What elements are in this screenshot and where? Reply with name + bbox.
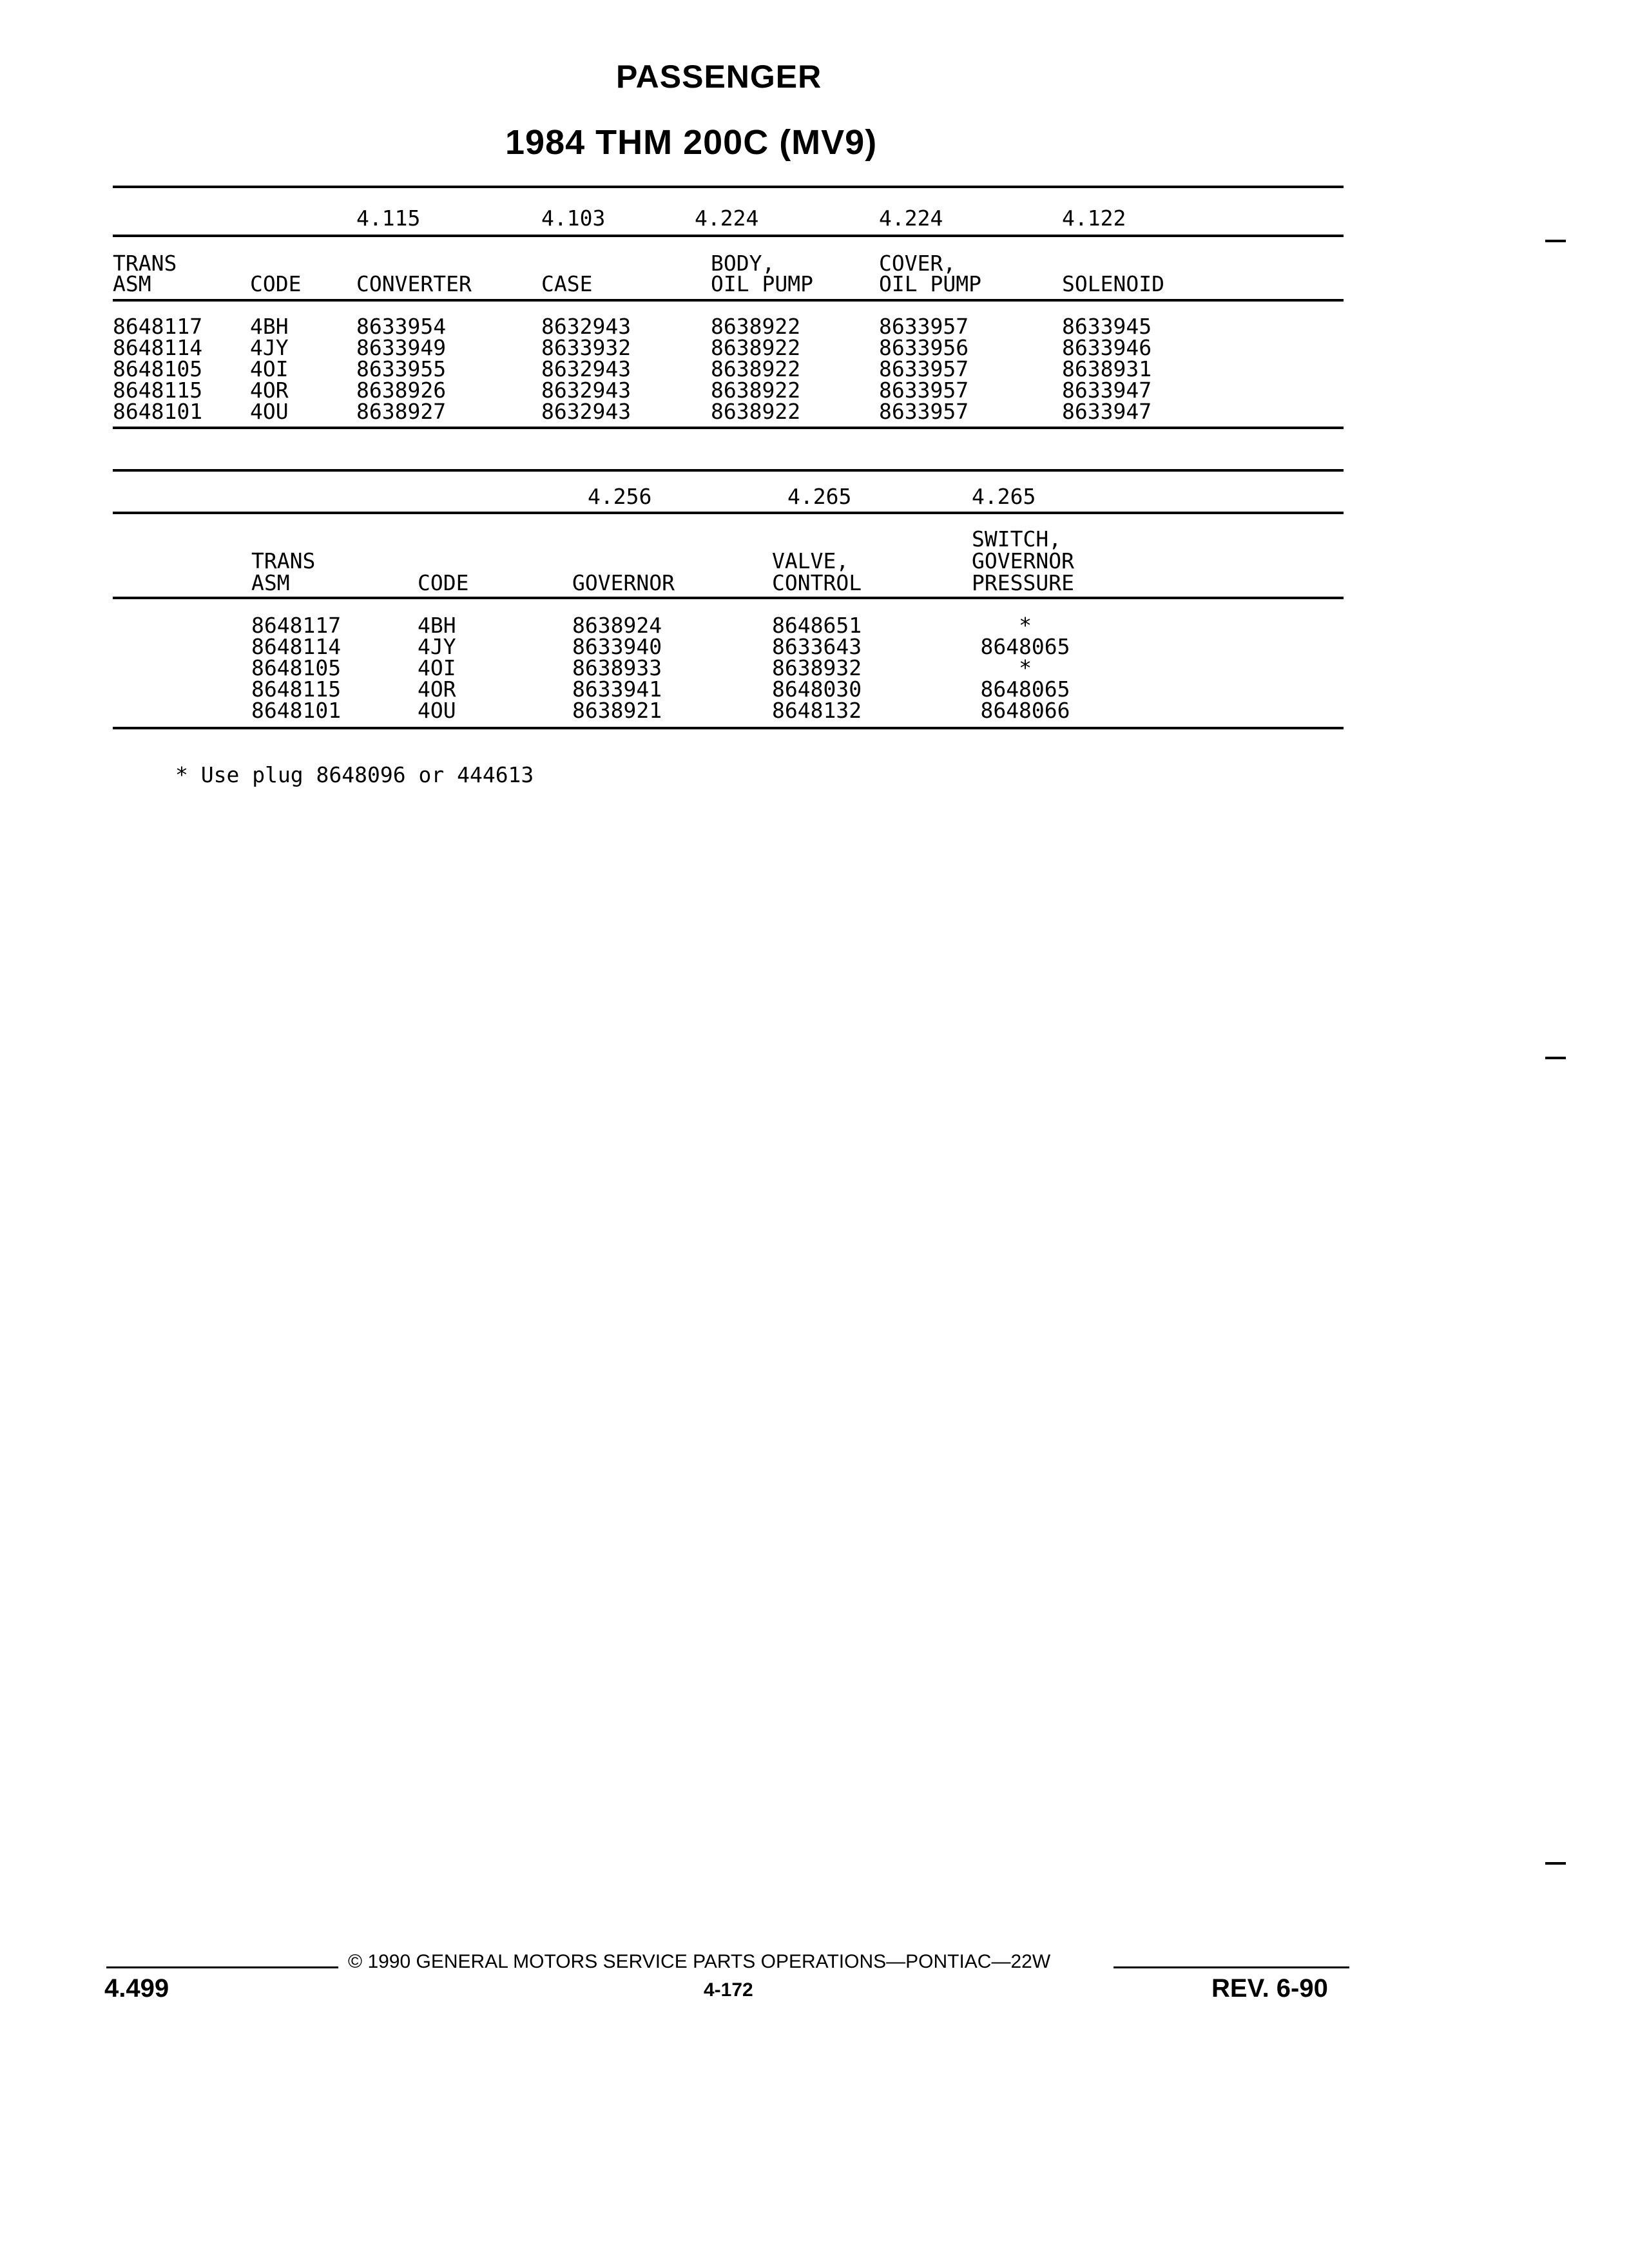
table-cell: 8638933 (572, 655, 662, 680)
table-1-top-rule (113, 186, 1344, 188)
table-cell: 8633947 (1062, 378, 1152, 403)
group-number: 4.256 (588, 484, 652, 509)
table-cell: 8633945 (1062, 314, 1152, 339)
table-cell: * (1019, 613, 1032, 638)
header-cover: COVER, (879, 251, 956, 276)
header-trans: TRANS (251, 548, 316, 573)
table-cell: 8648115 (251, 677, 342, 702)
footer-rule-right (1113, 1966, 1349, 1968)
footer-rule-left (106, 1966, 338, 1968)
header-control: CONTROL (772, 570, 862, 595)
header-asm: ASM (113, 271, 151, 296)
table-cell: 8633932 (541, 335, 631, 360)
table-cell: 8638922 (711, 314, 801, 339)
page-number: 4-172 (704, 1979, 753, 2001)
table-cell: 4BH (250, 314, 289, 339)
table-cell: 8648105 (251, 655, 342, 680)
table-cell: 8648115 (113, 378, 203, 403)
table-cell: 8638927 (356, 399, 447, 424)
header-solenoid: SOLENOID (1062, 271, 1164, 296)
table-cell: 8648114 (251, 634, 342, 659)
table-cell: 8648114 (113, 335, 203, 360)
table-cell: 8633957 (879, 314, 969, 339)
table-cell: 8633941 (572, 677, 662, 702)
table-cell: 8633940 (572, 634, 662, 659)
table-1-rule (113, 235, 1344, 237)
header-switch: SWITCH, (972, 526, 1062, 552)
header-code: CODE (250, 271, 302, 296)
table-cell: 8638931 (1062, 356, 1152, 381)
header-converter: CONVERTER (356, 271, 472, 296)
table-cell: 8633955 (356, 356, 447, 381)
header-oil-pump: OIL PUMP (879, 271, 981, 296)
table-cell: 8638921 (572, 698, 662, 723)
table-cell: 8633947 (1062, 399, 1152, 424)
table-cell: 8632943 (541, 399, 631, 424)
group-number: 4.224 (879, 206, 943, 231)
header-code: CODE (418, 570, 469, 595)
table-cell: 8638922 (711, 356, 801, 381)
header-governor: GOVERNOR (972, 548, 1074, 573)
table-cell: 4OI (250, 356, 289, 381)
table-cell: 8648101 (251, 698, 342, 723)
group-number: 4.103 (541, 206, 606, 231)
margin-mark (1545, 1057, 1566, 1059)
table-cell: 8633957 (879, 378, 969, 403)
table-cell: * (1019, 655, 1032, 680)
table-2-bottom-rule (113, 727, 1344, 729)
group-number: 4.115 (356, 206, 421, 231)
group-number: 4.122 (1062, 206, 1126, 231)
table-cell: 4OU (418, 698, 456, 723)
header-oil-pump: OIL PUMP (711, 271, 813, 296)
table-cell: 8632943 (541, 378, 631, 403)
table-cell: 4OI (418, 655, 456, 680)
table-cell: 8648132 (772, 698, 862, 723)
table-2-rule (113, 597, 1344, 599)
table-cell: 8638926 (356, 378, 447, 403)
table-cell: 4JY (418, 634, 456, 659)
table-1-bottom-rule (113, 427, 1344, 429)
table-cell: 8633949 (356, 335, 447, 360)
table-cell: 8638922 (711, 399, 801, 424)
margin-mark (1545, 1862, 1566, 1865)
table-cell: 8648651 (772, 613, 862, 638)
table-cell: 4OU (250, 399, 289, 424)
table-cell: 8638932 (772, 655, 862, 680)
table-cell: 8648105 (113, 356, 203, 381)
page-title: PASSENGER (616, 59, 822, 95)
page-subtitle: 1984 THM 200C (MV9) (505, 123, 878, 162)
header-pressure: PRESSURE (972, 570, 1074, 595)
table-cell: 8633957 (879, 356, 969, 381)
table-cell: 8648117 (113, 314, 203, 339)
table-cell: 8648117 (251, 613, 342, 638)
table-cell: 8633954 (356, 314, 447, 339)
copyright-notice: © 1990 GENERAL MOTORS SERVICE PARTS OPERATIONS—PONTIAC—22W (348, 1951, 1051, 1972)
table-cell: 8638924 (572, 613, 662, 638)
footnote: * Use plug 8648096 or 444613 (175, 762, 534, 787)
table-2-rule (113, 512, 1344, 514)
table-cell: 8648101 (113, 399, 203, 424)
table-cell: 4OR (418, 677, 456, 702)
table-cell: 8648065 (980, 634, 1070, 659)
table-2-top-rule (113, 469, 1344, 472)
table-cell: 8638922 (711, 335, 801, 360)
header-body: BODY, (711, 251, 775, 276)
header-valve: VALVE, (772, 548, 849, 573)
table-1-rule (113, 299, 1344, 302)
table-cell: 8648066 (980, 698, 1070, 723)
header-case: CASE (541, 271, 593, 296)
table-cell: 8633957 (879, 399, 969, 424)
header-asm: ASM (251, 570, 290, 595)
group-number: 4.265 (972, 484, 1036, 509)
group-number: 4.224 (695, 206, 759, 231)
table-cell: 4JY (250, 335, 289, 360)
margin-mark (1545, 240, 1566, 242)
table-cell: 8648030 (772, 677, 862, 702)
table-cell: 8638922 (711, 378, 801, 403)
header-trans: TRANS (113, 251, 177, 276)
table-cell: 8633946 (1062, 335, 1152, 360)
group-number: 4.265 (787, 484, 852, 509)
header-governor: GOVERNOR (572, 570, 675, 595)
revision-date: REV. 6-90 (1211, 1974, 1328, 2003)
table-cell: 8633956 (879, 335, 969, 360)
table-cell: 4OR (250, 378, 289, 403)
table-cell: 8633643 (772, 634, 862, 659)
table-cell: 8648065 (980, 677, 1070, 702)
table-cell: 8632943 (541, 356, 631, 381)
section-number: 4.499 (104, 1974, 169, 2003)
table-cell: 8632943 (541, 314, 631, 339)
table-cell: 4BH (418, 613, 456, 638)
